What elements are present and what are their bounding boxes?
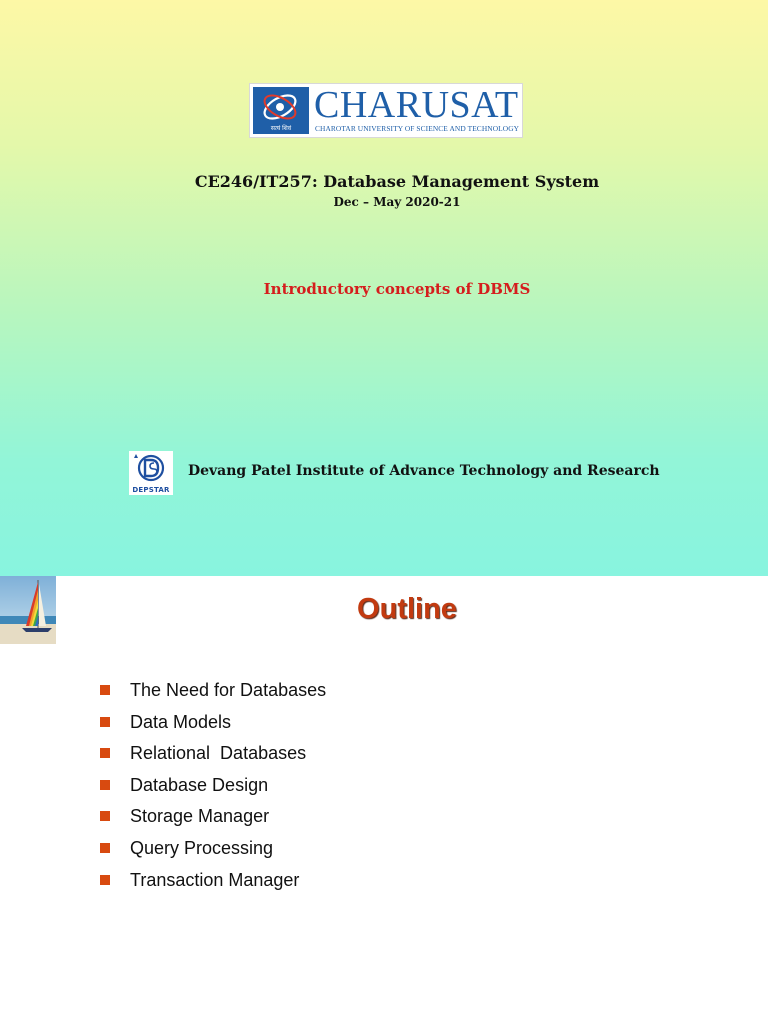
list-item bbox=[100, 835, 326, 867]
depstar-logo-icon bbox=[129, 451, 173, 495]
list-item-label: Relational Databases bbox=[130, 743, 307, 764]
depstar-logo-text: DEPSTAR bbox=[132, 486, 170, 494]
bullet-square-icon bbox=[100, 685, 110, 695]
list-item bbox=[100, 803, 326, 835]
bullet-square-icon bbox=[100, 717, 110, 727]
charusat-logo bbox=[249, 83, 523, 138]
outline-title: Outline bbox=[357, 593, 457, 625]
list-item-label: Database Design bbox=[130, 774, 269, 795]
list-item bbox=[100, 740, 326, 772]
bullet-square-icon bbox=[100, 811, 110, 821]
list-item-label: The Need for Databases bbox=[130, 680, 327, 700]
list-item bbox=[100, 709, 326, 741]
institute-name: Devang Patel Institute of Advance Technology and Research bbox=[188, 463, 660, 479]
charusat-emblem-icon bbox=[253, 87, 309, 134]
list-item bbox=[100, 677, 326, 709]
course-term: Dec – May 2020-21 bbox=[333, 195, 461, 209]
bullet-square-icon bbox=[100, 780, 110, 790]
list-item-label: Transaction Manager bbox=[130, 869, 300, 890]
course-title: CE246/IT257: Database Management System bbox=[194, 172, 600, 191]
list-item-label: Storage Manager bbox=[130, 806, 270, 827]
charusat-subtitle: CHAROTAR UNIVERSITY OF SCIENCE AND TECHNOLOGY bbox=[315, 124, 520, 133]
outline-list bbox=[100, 677, 326, 898]
bullet-square-icon bbox=[100, 875, 110, 885]
charusat-name: CHARUSAT bbox=[314, 84, 519, 126]
list-item bbox=[100, 867, 326, 899]
list-item bbox=[100, 772, 326, 804]
emblem-caption: सत्यं शिवं bbox=[270, 125, 292, 132]
list-item-label: Data Models bbox=[130, 711, 232, 732]
topic-title: Introductory concepts of DBMS bbox=[263, 280, 531, 298]
outline-slide bbox=[0, 576, 768, 1024]
bullet-square-icon bbox=[100, 748, 110, 758]
bullet-square-icon bbox=[100, 843, 110, 853]
list-item-label: Query Processing bbox=[130, 837, 274, 858]
